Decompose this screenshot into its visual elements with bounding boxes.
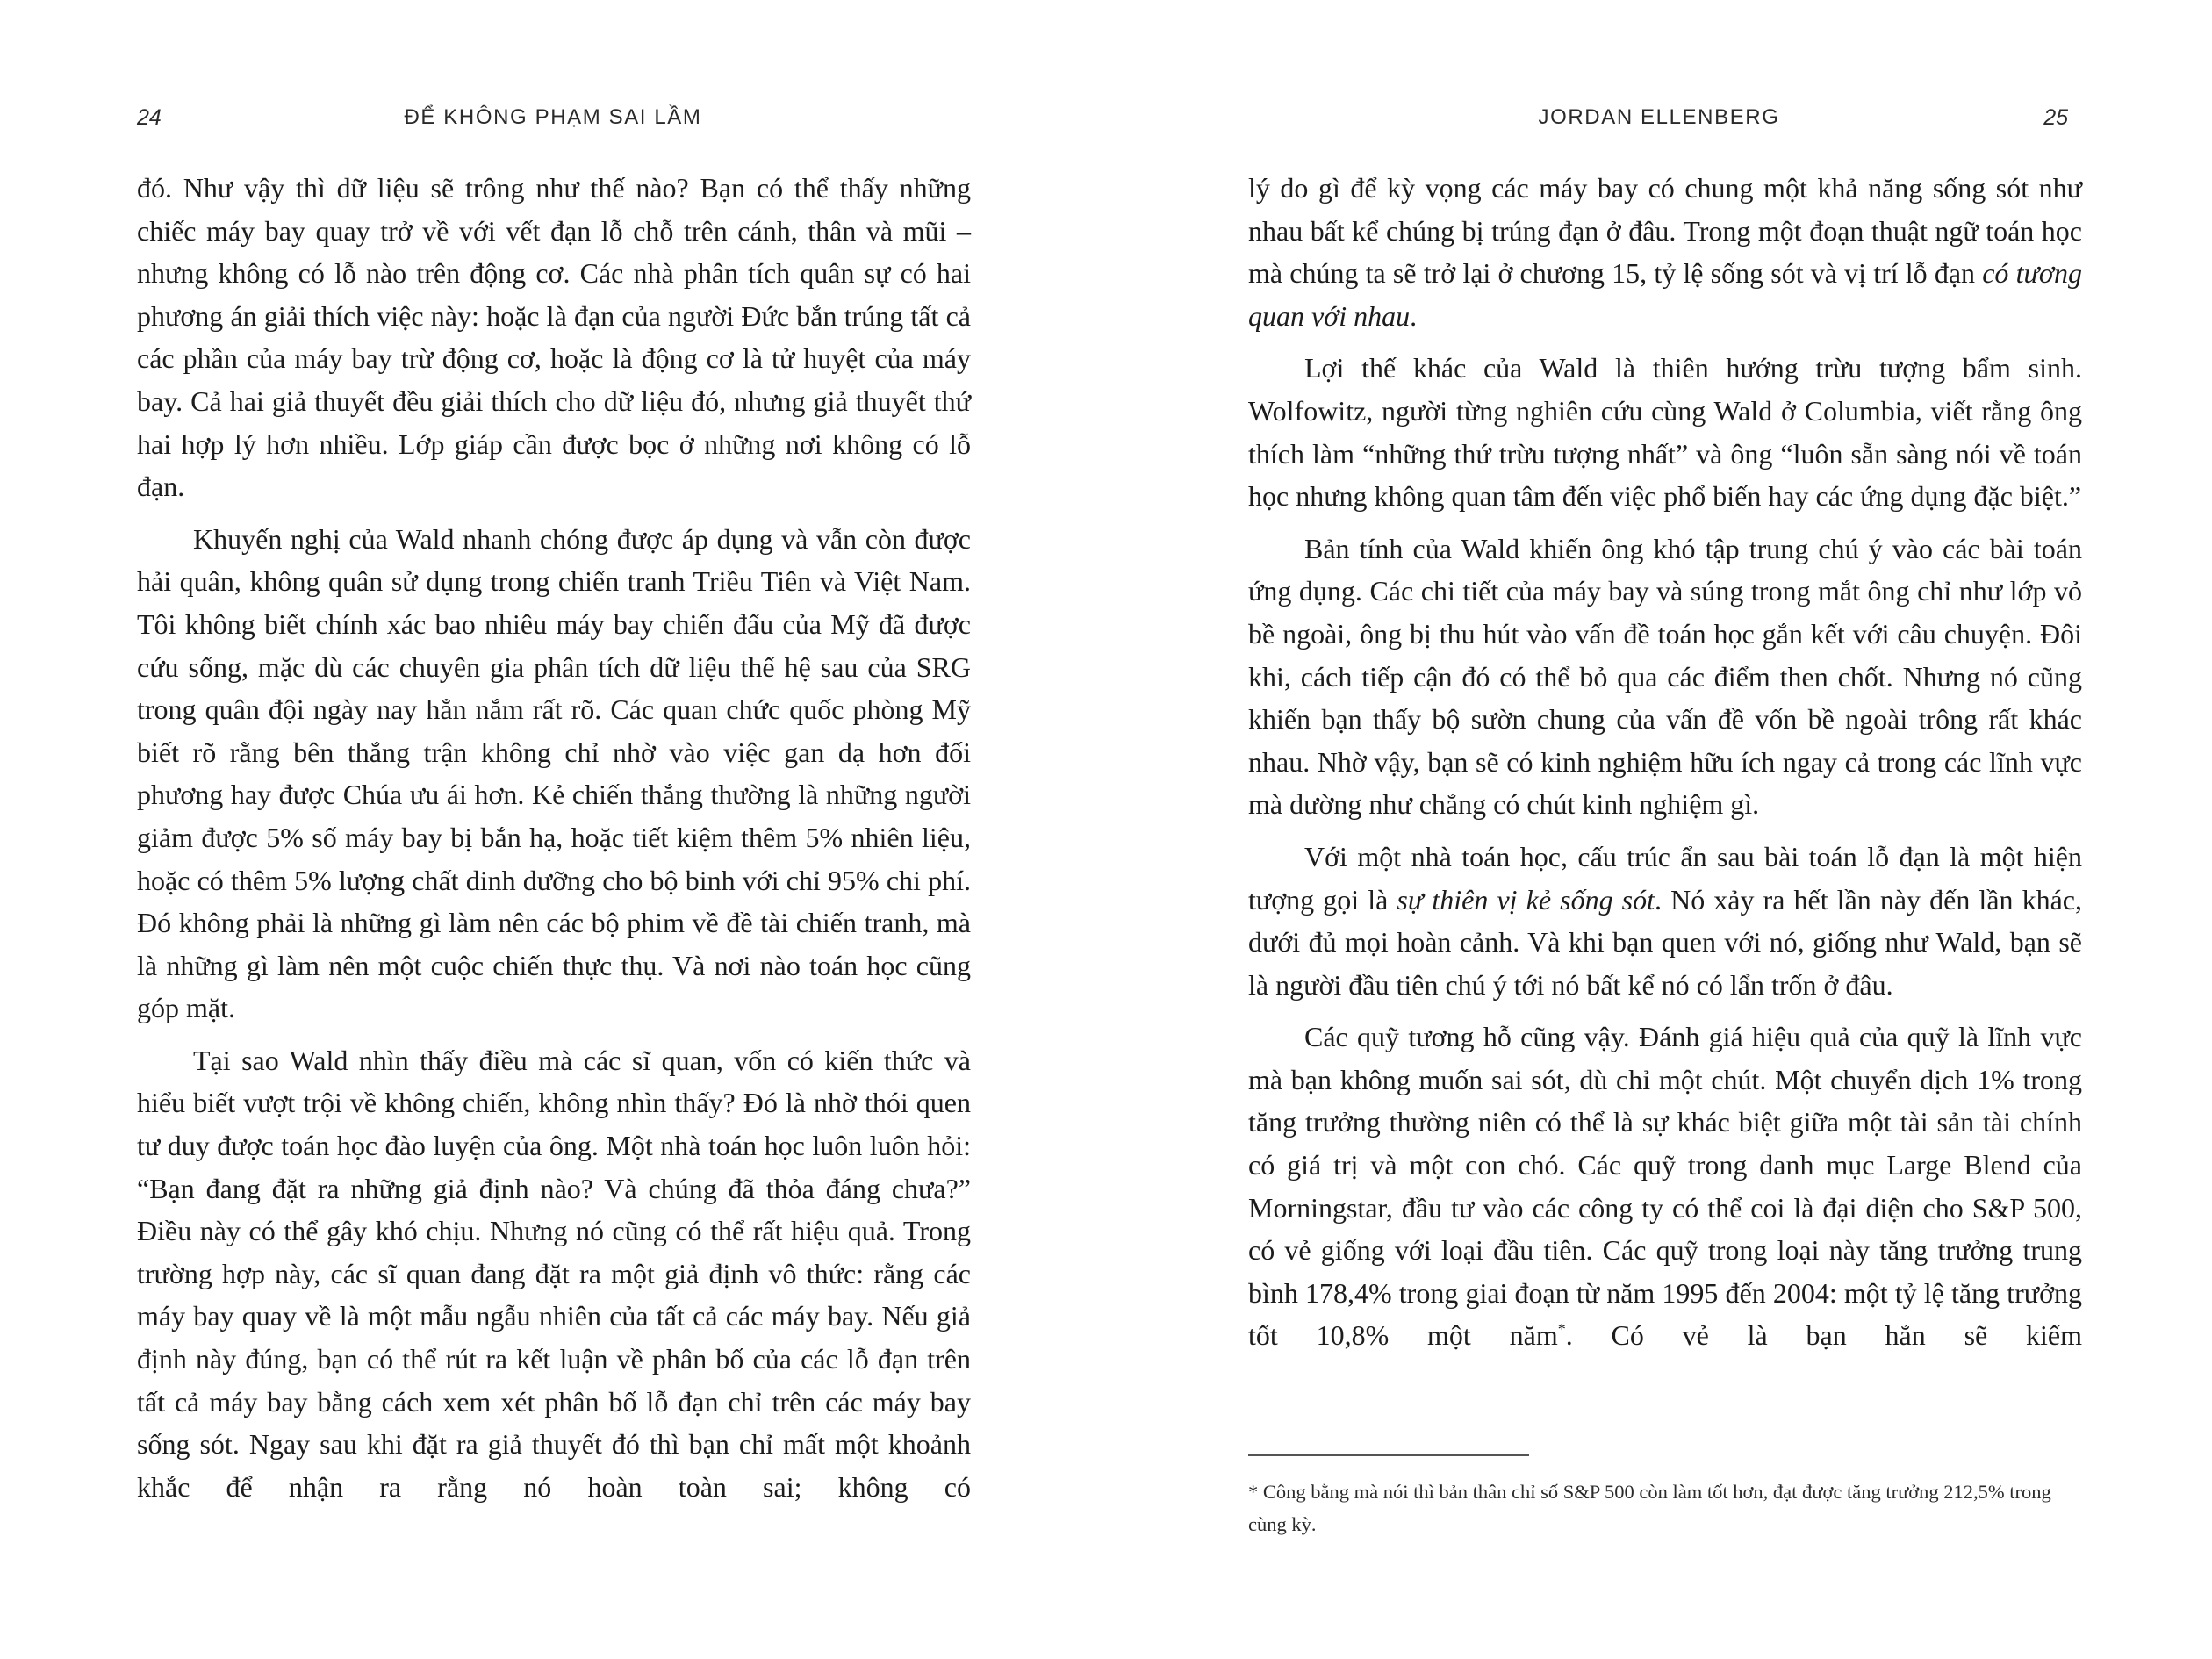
body-text (137, 167, 971, 1518)
paragraph (1248, 836, 2082, 1006)
paragraph (1248, 1016, 2082, 1357)
paragraph: đó. Như vậy thì dữ liệu sẽ trông như thế nào? Bạn có thể thấy những chiếc máy bay quay trở về với vết đạn lỗ chỗ trên cánh, thân và mũi – nhưng không có lỗ nào trên động cơ. Các nhà phân tích quân sự có hai phương án giải thích việc này: hoặc là đạn của người Đức bắn trúng tất cả các phần của máy bay trừ động cơ, hoặc là động cơ là tử huyệt của máy bay. Cả hai giả thuyết đều giải thích cho dữ liệu đó, nhưng giả thuyết thứ hai hợp lý hơn nhiều. Lớp giáp cần được bọc ở những nơi không có lỗ đạn. (137, 172, 971, 503)
paragraph-text: . Nó xảy ra hết lần này đến lần khác, dưới đủ mọi hoàn cảnh. Và khi bạn quen với nó, giống như Wald, bạn sẽ là người đầu tiên chú ý tới nó bất kể nó có lẩn trốn ở đâu. (1248, 883, 2083, 1001)
paragraph: Bản tính của Wald khiến ông khó tập trung chú ý vào các bài toán ứng dụng. Các chi tiết của máy bay và súng trong mắt ông chỉ như lớp vỏ bề ngoài, ông bị thu hút vào vấn đề toán học gắn kết với câu chuyện. Đôi khi, cách tiếp cận đó có thể bỏ qua các điểm then chốt. Nhưng nó cũng khiến bạn thấy bộ sườn chung của vấn đề vốn bề ngoài trông rất khác nhau. Nhờ vậy, bạn sẽ có kinh nghiệm hữu ích ngay cả trong các lĩnh vực mà dường như chẳng có chút kinh nghiệm gì. (1248, 532, 2082, 821)
paragraph-text: lý do gì để kỳ vọng các máy bay có chung một khả năng sống sót như nhau bất kể chúng bị trúng đạn ở đâu. Trong một đoạn thuật ngữ toán học mà chúng ta sẽ trở lại ở chương 15, tỷ lệ sống sót và vị trí lỗ đạn (1248, 172, 2082, 290)
paragraph: Tại sao Wald nhìn thấy điều mà các sĩ quan, vốn có kiến thức và hiểu biết vượt trội về không chiến, không nhìn thấy? Đó là nhờ thói quen tư duy được toán học đào luyện của ông. Một nhà toán học luôn luôn hỏi: “Bạn đang đặt ra những giả định nào? Và chúng đã thỏa đáng chưa?” Điều này có thể gây khó chịu. Nhưng nó cũng có thể rất hiệu quả. Trong trường hợp này, các sĩ quan đang đặt ra một giả định vô thức: rằng các máy bay quay về là một mẫu ngẫu nhiên của tất cả các máy bay. Nếu giả định này đúng, bạn có thể rút ra kết luận về phân bố của các lỗ đạn trên tất cả máy bay bằng cách xem xét phân bố lỗ đạn chỉ trên các máy bay sống sót. Ngay sau khi đặt ra giả thuyết đó thì bạn chỉ mất một khoảnh khắc để nhận ra rằng nó hoàn toàn sai; không có (137, 1044, 971, 1503)
right-page (1106, 0, 2212, 1659)
paragraph-text: . (1410, 299, 1418, 332)
paragraph-text: . Có vẻ là bạn hẳn sẽ kiếm (1565, 1319, 2083, 1352)
page-number: 24 (137, 105, 162, 130)
italic-term: sự thiên vị kẻ sống sót (1397, 883, 1655, 916)
paragraph-text: Với một nhà toán học, cấu trúc ẩn sau bài toán lỗ đạn là một hiện tượng gọi là (1248, 840, 2082, 916)
footnote: * Công bằng mà nói thì bản thân chỉ số S&P 500 còn làm tốt hơn, đạt được tăng trưởng 212,5% trong cùng kỳ. (1248, 1481, 2051, 1535)
paragraph (1248, 167, 2082, 337)
footnote-divider (1248, 1454, 1529, 1456)
running-head-book-title: ĐỂ KHÔNG PHẠM SAI LẦM (404, 105, 702, 129)
italic-term: có tương quan với nhau (1248, 257, 2083, 332)
page-number: 25 (2043, 105, 2068, 130)
body-text (1248, 167, 2082, 1367)
paragraph-text: Các quỹ tương hỗ cũng vậy. Đánh giá hiệu quả của quỹ là lĩnh vực mà bạn không muốn sai sót, dù chỉ một chút. Một chuyển dịch 1% trong tăng trưởng thường niên có thể là sự khác biệt giữa một tài sản tài chính có giá trị và một con chó. Các quỹ trong danh mục Large Blend của Morningstar, đầu tư vào các công ty có thể coi là đại diện cho S&P 500, có vẻ giống với loại đầu tiên. Các quỹ trong loại này tăng trưởng trung bình 178,4% trong giai đoạn từ năm 1995 đến 2004: một tỷ lệ tăng trưởng tốt 10,8% một năm (1248, 1021, 2082, 1352)
running-head-author: JORDAN ELLENBERG (1538, 105, 1780, 129)
paragraph: Khuyến nghị của Wald nhanh chóng được áp dụng và vẫn còn được hải quân, không quân sử dụng trong chiến tranh Triều Tiên và Việt Nam. Tôi không biết chính xác bao nhiêu máy bay chiến đấu của Mỹ đã được cứu sống, mặc dù các chuyên gia phân tích dữ liệu thế hệ sau của SRG trong quân đội ngày nay hẳn nắm rất rõ. Các quan chức quốc phòng Mỹ biết rõ rằng bên thắng trận không chỉ nhờ vào việc gan dạ hơn đối phương hay được Chúa ưu ái hơn. Kẻ chiến thắng thường là những người giảm được 5% số máy bay bị bắn hạ, hoặc tiết kiệm thêm 5% nhiên liệu, hoặc có thêm 5% lượng chất dinh dưỡng cho bộ binh với chỉ 95% chi phí. Đó không phải là những gì làm nên các bộ phim về đề tài chiến tranh, mà là những gì làm nên một cuộc chiến thực thụ. Và nơi nào toán học cũng góp mặt. (137, 522, 971, 1024)
footnote-marker: * (1557, 1320, 1566, 1339)
paragraph: Lợi thế khác của Wald là thiên hướng trừu tượng bẩm sinh. Wolfowitz, người từng nghiên cứu cùng Wald ở Columbia, viết rằng ông thích làm “những thứ trừu tượng nhất” và ông “luôn sẵn sàng nói về toán học nhưng không quan tâm đến việc phổ biến hay các ứng dụng đặc biệt.” (1248, 352, 2082, 513)
